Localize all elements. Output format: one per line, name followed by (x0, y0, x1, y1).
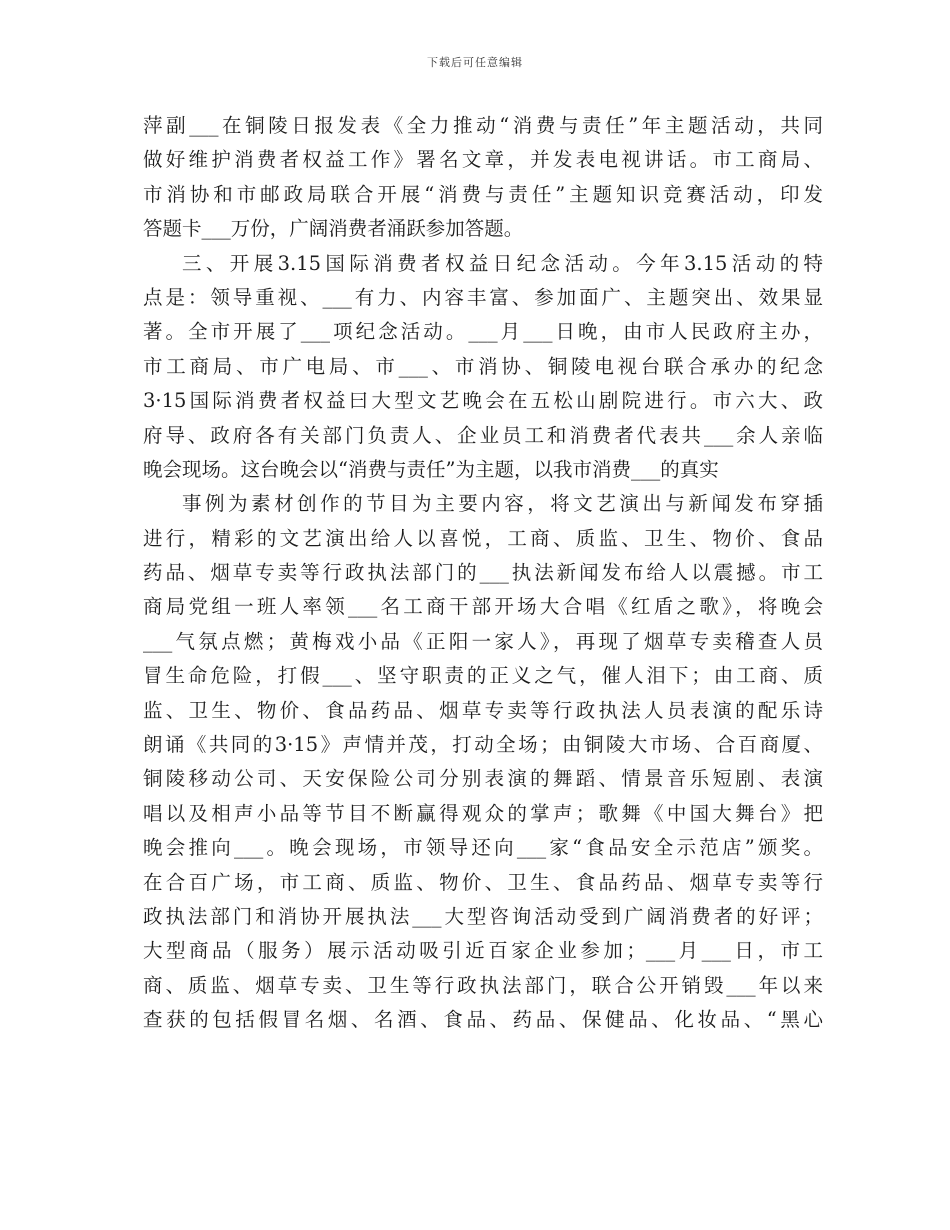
page-header: 下载后可任意编辑 (427, 56, 523, 69)
text-line: 商、质监、烟草专卖、卫生等行政执法部门，联合公开销毁___年以来 (143, 973, 823, 997)
text-line: 唱以及相声小品等节目不断赢得观众的掌声；歌舞《中国大舞台》把 (143, 801, 823, 825)
text-line: 点是：领导重视、___有力、内容丰富、参加面广、主题突出、效果显 (143, 285, 823, 309)
text-line: 铜陵移动公司、天安保险公司分别表演的舞蹈、情景音乐短剧、表演 (143, 767, 823, 791)
text-line: 药品、烟草专卖等行政执法部门的___执法新闻发布给人以震撼。市工 (143, 561, 823, 585)
text-line: 做好维护消费者权益工作》署名文章，并发表电视讲话。市工商局、 (143, 148, 823, 172)
text-line: 3·15国际消费者权益曰大型文艺晚会在五松山剧院进行。市六大、政 (143, 389, 823, 413)
text-line: 商局党组一班人率领___名工商干部开场大合唱《红盾之歌》，将晚会 (143, 595, 823, 619)
text-line: 晚会现场。这台晚会以“消费与责任”为主题，以我市消费___的真实 (143, 457, 719, 481)
text-line: 市消协和市邮政局联合开展“消费与责任”主题知识竞赛活动，印发 (143, 182, 823, 206)
text-line: 著。全市开展了___项纪念活动。___月___日晚，由市人民政府主办， (143, 320, 823, 344)
text-line: 冒生命危险，打假___、坚守职责的正义之气，催人泪下；由工商、质 (143, 664, 823, 688)
text-line: 萍副___在铜陵日报发表《全力推动“消费与责任”年主题活动，共同 (143, 114, 823, 137)
document-body (143, 109, 823, 1038)
text-line: 朗诵《共同的3·15》声情并茂，打动全场；由铜陵大市场、合百商厦、 (143, 733, 823, 757)
text-line: 三、开展3.15国际消费者权益日纪念活动。今年3.15活动的特 (182, 251, 823, 275)
text-line: 答题卡___万份，广阔消费者涌跃参加答题。 (143, 217, 524, 241)
text-line: 政执法部门和消协开展执法___大型咨询活动受到广阔消费者的好评； (143, 904, 823, 928)
text-line: 市工商局、市广电局、市___、市消协、铜陵电视台联合承办的纪念 (143, 354, 823, 378)
text-line: 事例为素材创作的节目为主要内容，将文艺演出与新闻发布穿插 (182, 492, 823, 516)
text-line: 大型商品（服务）展示活动吸引近百家企业参加；___月___日，市工 (143, 939, 823, 963)
text-line: 晚会推向___。晚会现场，市领导还向___家“食品安全示范店”颁奖。 (143, 836, 823, 860)
text-line: 府导、政府各有关部门负责人、企业员工和消费者代表共___余人亲临 (143, 423, 823, 447)
text-line: 在合百广场，市工商、质监、物价、卫生、食品药品、烟草专卖等行 (143, 870, 823, 894)
text-line: 进行，精彩的文艺演出给人以喜悦，工商、质监、卫生、物价、食品 (143, 526, 823, 550)
text-line: ___气氛点燃；黄梅戏小品《正阳一家人》，再现了烟草专卖稽查人员 (143, 629, 823, 653)
text-line: 查获的包括假冒名烟、名酒、食品、药品、保健品、化妆品、“黑心 (143, 1008, 823, 1032)
text-line: 监、卫生、物价、食品药品、烟草专卖等行政执法人员表演的配乐诗 (143, 698, 823, 722)
